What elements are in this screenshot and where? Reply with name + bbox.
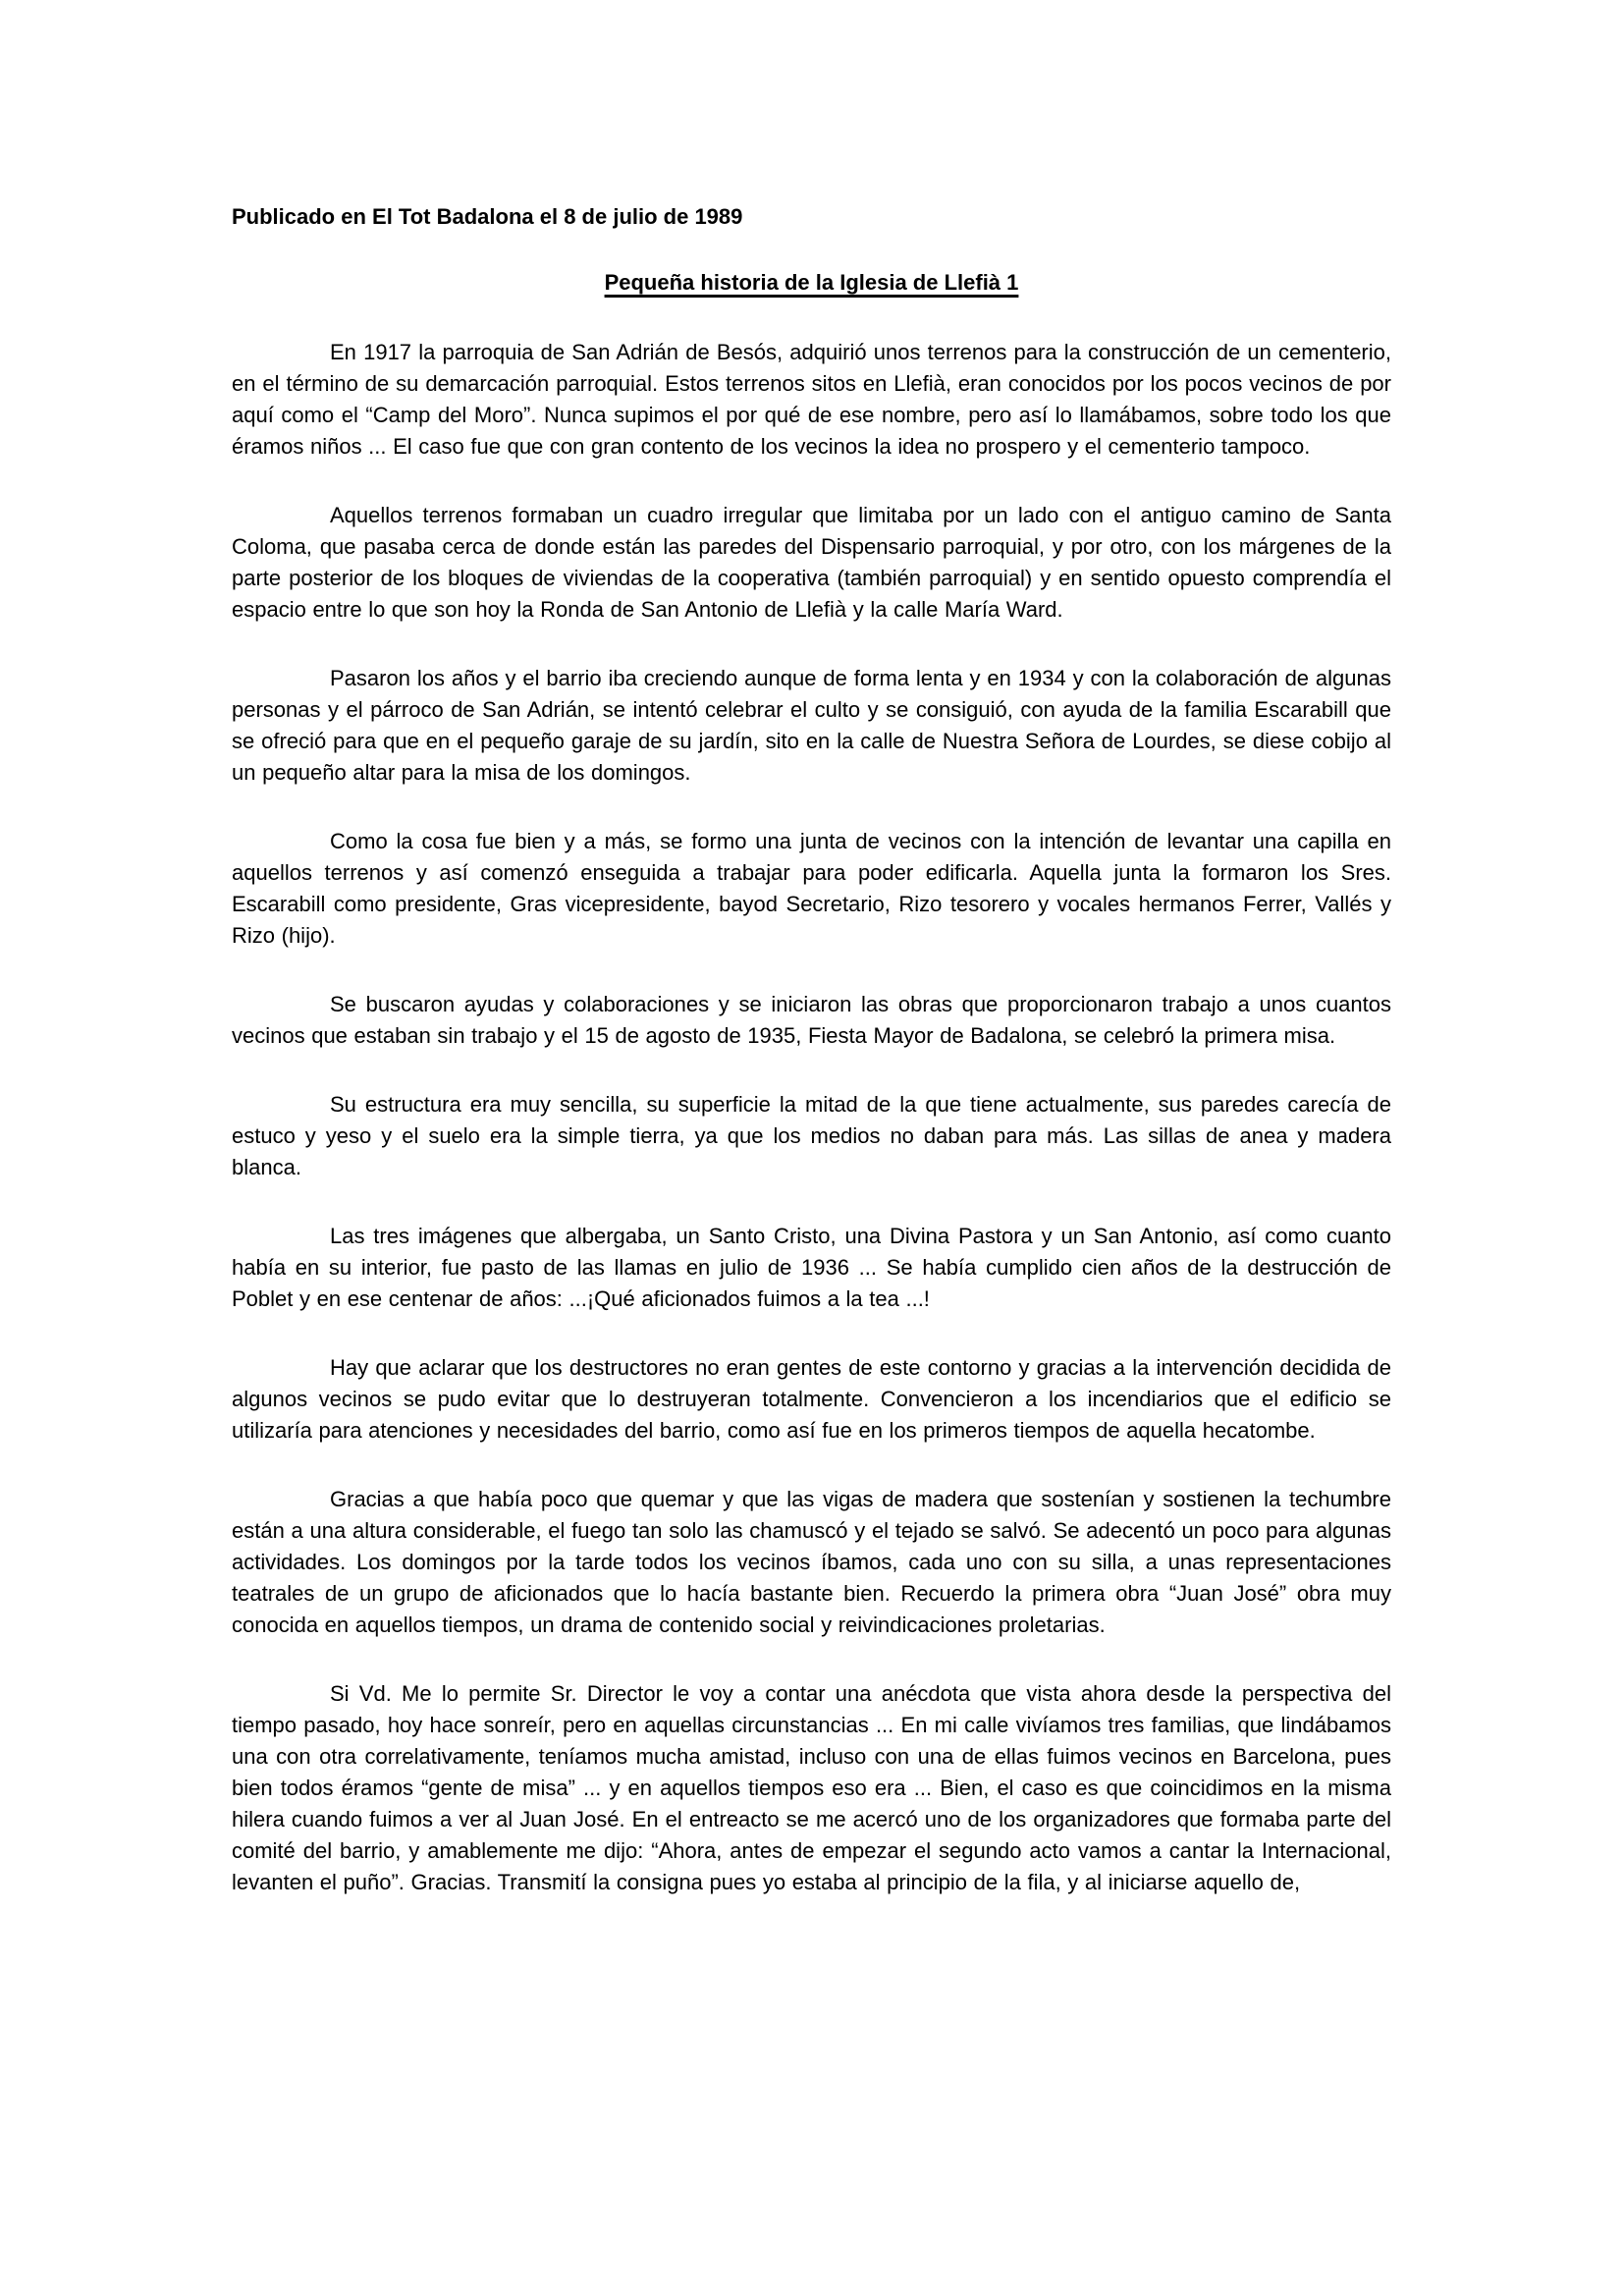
paragraph: En 1917 la parroquia de San Adrián de Besós, adquirió unos terrenos para la construcción de un cementerio, en el término de su demarcación parroquial. Estos terrenos sitos en Llefià, eran conocidos por los pocos vecinos de por aquí como el “Camp del Moro”. Nunca supimos el por qué de ese nombre, pero así lo llamábamos, sobre todo los que éramos niños ... El caso fue que con gran contento de los vecinos la idea no prospero y el cementerio tampoco.: [232, 340, 1391, 459]
paragraph: Como la cosa fue bien y a más, se formo una junta de vecinos con la intención de levantar una capilla en aquellos terrenos y así comenzó enseguida a trabajar para poder edificarla. Aquella junta la formaron los Sres. Escarabill como presidente, Gras vicepresidente, bayod Secretario, Rizo tesorero y vocales hermanos Ferrer, Vallés y Rizo (hijo).: [232, 829, 1391, 948]
paragraph: Se buscaron ayudas y colaboraciones y se iniciaron las obras que proporcionaron trabajo a unos cuantos vecinos que estaban sin trabajo y el 15 de agosto de 1935, Fiesta Mayor de Badalona, se celebró la primera misa.: [232, 992, 1391, 1048]
page-title-text: Pequeña historia de la Iglesia de Llefià 1: [604, 270, 1019, 295]
paragraph: Aquellos terrenos formaban un cuadro irregular que limitaba por un lado con el antiguo camino de Santa Coloma, que pasaba cerca de donde están las paredes del Dispensario parroquial, y por otro, con los márgenes de la parte posterior de los bloques de viviendas de la cooperativa (también parroquial) y en sentido opuesto comprendía el espacio entre lo que son hoy la Ronda de San Antonio de Llefià y la calle María Ward.: [232, 503, 1391, 622]
published-line: Publicado en El Tot Badalona el 8 de julio de 1989: [232, 204, 743, 229]
paragraph: Su estructura era muy sencilla, su superficie la mitad de la que tiene actualmente, sus paredes carecía de estuco y yeso y el suelo era la simple tierra, ya que los medios no daban para más. Las sillas de anea y madera blanca.: [232, 1092, 1391, 1179]
paragraph: Las tres imágenes que albergaba, un Santo Cristo, una Divina Pastora y un San Antonio, así como cuanto había en su interior, fue pasto de las llamas en julio de 1936 ... Se había cumplido cien años de la destrucción de Poblet y en ese centenar de años: ...¡Qué aficionados fuimos a la tea ...!: [232, 1224, 1391, 1311]
paragraph: Pasaron los años y el barrio iba creciendo aunque de forma lenta y en 1934 y con la colaboración de algunas personas y el párroco de San Adrián, se intentó celebrar el culto y se consiguió, con ayuda de la familia Escarabill que se ofreció para que en el pequeño garaje de su jardín, sito en la calle de Nuestra Señora de Lourdes, se diese cobijo al un pequeño altar para la misa de los domingos.: [232, 666, 1391, 785]
page-title: [232, 267, 1391, 299]
document-body: [232, 337, 1391, 1898]
paragraph: Hay que aclarar que los destructores no eran gentes de este contorno y gracias a la intervención decidida de algunos vecinos se pudo evitar que lo destruyeran totalmente. Convencieron a los incendiarios que el edificio se utilizaría para atenciones y necesidades del barrio, como así fue en los primeros tiempos de aquella hecatombe.: [232, 1355, 1391, 1443]
paragraph: Gracias a que había poco que quemar y que las vigas de madera que sostenían y sostienen la techumbre están a una altura considerable, el fuego tan solo las chamuscó y el tejado se salvó. Se adecentó un poco para algunas actividades. Los domingos por la tarde todos los vecinos íbamos, cada uno con su silla, a unas representaciones teatrales de un grupo de aficionados que lo hacía bastante bien. Recuerdo la primera obra “Juan José” obra muy conocida en aquellos tiempos, un drama de contenido social y reivindicaciones proletarias.: [232, 1487, 1391, 1637]
paragraph: Si Vd. Me lo permite Sr. Director le voy a contar una anécdota que vista ahora desde la perspectiva del tiempo pasado, hoy hace sonreír, pero en aquellas circunstancias ... En mi calle vivíamos tres familias, que lindábamos una con otra correlativamente, teníamos mucha amistad, incluso con una de ellas fuimos vecinos en Barcelona, pues bien todos éramos “gente de misa” ... y en aquellos tiempos eso era ... Bien, el caso es que coincidimos en la misma hilera cuando fuimos a ver al Juan José. En el entreacto se me acercó uno de los organizadores que formaba parte del comité del barrio, y amablemente me dijo: “Ahora, antes de empezar el segundo acto vamos a cantar la Internacional, levanten el puño”. Gracias. Transmití la consigna pues yo estaba al principio de la fila, y al iniciarse aquello de,: [232, 1681, 1391, 1894]
